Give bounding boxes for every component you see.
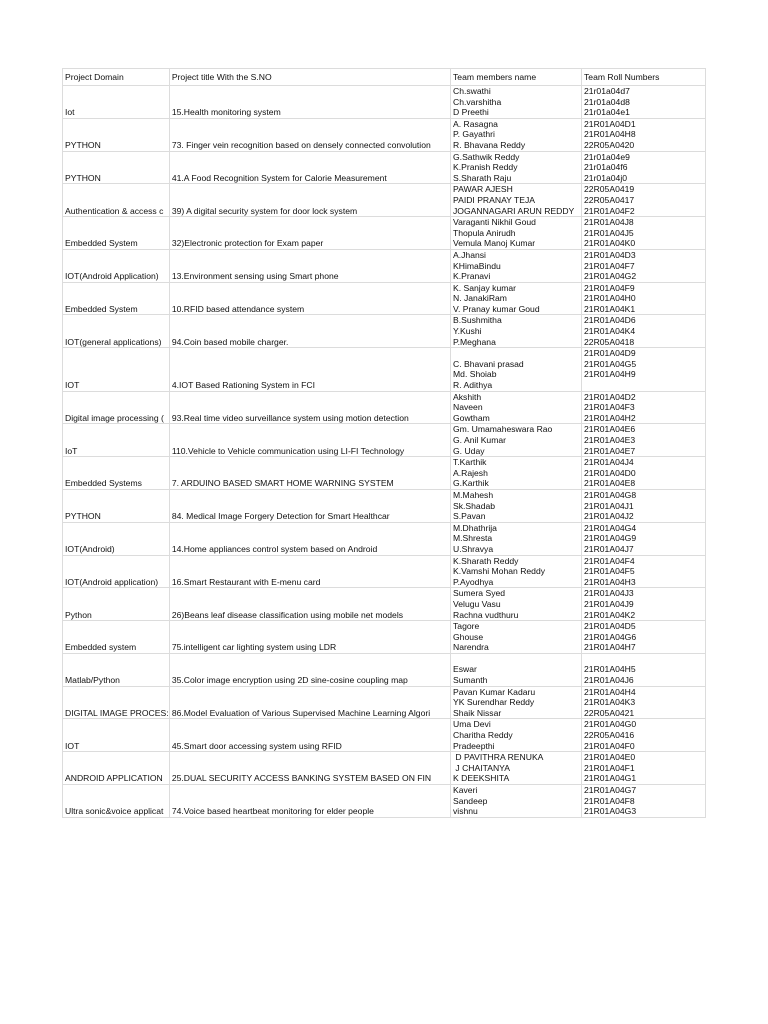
domain-cell[interactable]: IOT (63, 348, 170, 391)
rolls-line: 21R01A04D9 (584, 348, 636, 359)
members-line: P.Ayodhya (453, 576, 494, 587)
members-line: Pavan Kumar Kadaru (453, 686, 536, 697)
members-cell[interactable] (451, 555, 582, 588)
members-line: Thopula Anirudh (453, 227, 516, 238)
rolls-line: 21R01A04E8 (584, 478, 636, 489)
members-line: Velugu Vasu (453, 598, 501, 609)
table-row (63, 555, 706, 588)
members-line: A.Jhansi (453, 249, 486, 260)
domain-cell[interactable]: IoT (63, 424, 170, 457)
rolls-line: 21R01A04F4 (584, 555, 635, 566)
rolls-line: 21R01A04D2 (584, 391, 636, 402)
members-line: JOGANNAGARI ARUN REDDY (453, 205, 575, 216)
rolls-line: 21R01A04F2 (584, 205, 635, 216)
domain-cell[interactable]: DIGITAL IMAGE PROCES: (63, 686, 170, 719)
rolls-line: 21R01A04E3 (584, 435, 636, 445)
domain-cell[interactable]: IOT(Android) (63, 522, 170, 555)
members-line: Rachna vudthuru (453, 609, 519, 620)
rolls-line: 21R01A04F7 (584, 260, 635, 271)
rolls-cell[interactable] (582, 588, 706, 621)
rolls-line: 21R01A04K4 (584, 326, 636, 337)
members-line: A.Rajesh (453, 467, 488, 478)
rolls-line: 21R01A04K1 (584, 303, 636, 314)
rolls-cell[interactable] (582, 621, 706, 654)
members-line (453, 348, 579, 359)
rolls-line: 21R01A04H9 (584, 369, 636, 380)
rolls-cell[interactable] (582, 217, 706, 250)
rolls-line: 21R01A04F0 (584, 740, 635, 751)
domain-cell[interactable]: Embedded system (63, 621, 170, 654)
members-line: Sk.Shadab (453, 500, 496, 511)
members-line: Varaganti Nikhil Goud (453, 217, 536, 228)
domain-cell[interactable]: PYTHON (63, 151, 170, 184)
table-row (63, 752, 706, 785)
members-line: T.Karthik (453, 457, 487, 468)
domain-cell[interactable]: IOT(Android application) (63, 555, 170, 588)
members-line: K.Vamshi Mohan Reddy (453, 566, 546, 577)
members-line: G. Anil Kumar (453, 435, 507, 445)
rolls-line: 21r01a04d7 (584, 86, 630, 96)
members-line: P. Gayathri (453, 129, 495, 140)
title-cell[interactable]: 73. Finger vein recognition based on densely connected convolution (169, 118, 450, 151)
members-line: M.Shresta (453, 533, 493, 544)
rolls-line: 21r01a04e1 (584, 107, 630, 118)
rolls-cell[interactable] (582, 686, 706, 719)
title-cell[interactable]: 94.Coin based mobile charger. (169, 315, 450, 348)
table-row (63, 653, 706, 686)
rolls-line: 21R01A04H8 (584, 129, 636, 140)
members-line: Gowtham (453, 412, 490, 423)
members-line: Narendra (453, 642, 489, 653)
members-cell[interactable] (451, 424, 582, 457)
rolls-line: 21R01A04G5 (584, 358, 637, 369)
title-cell[interactable]: 7. ARDUINO BASED SMART HOME WARNING SYSTEM (169, 457, 450, 490)
members-line: R. Bhavana Reddy (453, 139, 526, 150)
members-cell[interactable] (451, 217, 582, 250)
rolls-cell[interactable] (582, 282, 706, 315)
members-cell[interactable] (451, 653, 582, 686)
table-body (63, 69, 706, 818)
members-cell[interactable] (451, 489, 582, 522)
title-cell[interactable]: 110.Vehicle to Vehicle communication using LI-FI Technology (169, 424, 450, 457)
rolls-cell[interactable] (582, 555, 706, 588)
members-line: Shaik Nissar (453, 707, 502, 718)
members-line: N. JanakiRam (453, 293, 507, 304)
rolls-line: 21R01A04F3 (584, 402, 635, 413)
rolls-cell[interactable] (582, 785, 706, 818)
rolls-line: 21r01a04d8 (584, 96, 630, 107)
project-table (62, 68, 706, 818)
rolls-line: 21R01A04E6 (584, 424, 636, 435)
rolls-line: 22R05A0420 (584, 139, 635, 150)
members-cell[interactable] (451, 785, 582, 818)
domain-cell[interactable]: IOT(Android Application) (63, 249, 170, 282)
title-cell[interactable]: 4.IOT Based Rationing System in FCI (169, 348, 450, 391)
members-line: Sumera Syed (453, 588, 506, 599)
members-cell[interactable] (451, 86, 582, 119)
members-line: G.Sathwik Reddy (453, 151, 520, 162)
members-line: K.Pranavi (453, 271, 491, 282)
table-row (63, 522, 706, 555)
table-row (63, 621, 706, 654)
title-cell[interactable]: 26)Beans leaf disease classification using mobile net models (169, 588, 450, 621)
domain-cell[interactable]: Matlab/Python (63, 653, 170, 686)
members-cell[interactable] (451, 391, 582, 424)
rolls-line: 21r01a04j0 (584, 172, 628, 183)
members-line: Eswar (453, 664, 477, 675)
domain-cell[interactable]: Embedded Systems (63, 457, 170, 490)
table-row (63, 785, 706, 818)
header-row (63, 69, 706, 86)
title-cell[interactable]: 32)Electronic protection for Exam paper (169, 217, 450, 250)
members-line: Charitha Reddy (453, 730, 513, 741)
members-line: M.Mahesh (453, 489, 494, 500)
title-cell[interactable]: 16.Smart Restaurant with E-menu card (169, 555, 450, 588)
rolls-line: 21R01A04K0 (584, 238, 636, 249)
rolls-cell[interactable] (582, 457, 706, 490)
rolls-line: 21R01A04H3 (584, 576, 636, 587)
members-line: PAWAR AJESH (453, 184, 513, 195)
members-line: K.Pranish Reddy (453, 162, 518, 173)
members-line: Pradeepthi (453, 740, 495, 751)
rolls-line: 21R01A04D1 (584, 118, 636, 129)
title-cell[interactable]: 75.intelligent car lighting system using LDR (169, 621, 450, 654)
members-cell[interactable] (451, 588, 582, 621)
rolls-cell[interactable] (582, 489, 706, 522)
members-line: G. Uday (453, 445, 485, 456)
members-line: Sumanth (453, 675, 488, 686)
rolls-line: 22R05A0419 (584, 184, 635, 195)
domain-cell[interactable]: ANDROID APPLICATION (63, 752, 170, 785)
rolls-line: 21R01A04D0 (584, 467, 636, 478)
members-line: Sandeep (453, 795, 488, 806)
members-cell[interactable] (451, 282, 582, 315)
members-line: vishnu (453, 806, 478, 817)
table-row (63, 424, 706, 457)
members-line: U.Shravya (453, 543, 494, 554)
members-cell[interactable] (451, 151, 582, 184)
domain-cell[interactable]: Embedded System (63, 282, 170, 315)
rolls-cell[interactable] (582, 151, 706, 184)
rolls-line: 21R01A04D5 (584, 621, 636, 632)
table-row (63, 151, 706, 184)
rolls-line: 21R01A04J6 (584, 675, 634, 686)
members-line: V. Pranay kumar Goud (453, 303, 540, 314)
rolls-line: 21R01A04F5 (584, 566, 635, 577)
rolls-line: 21R01A04H4 (584, 686, 636, 697)
rolls-line: 21R01A04G9 (584, 533, 637, 544)
members-line: J CHAITANYA (453, 762, 510, 773)
rolls-line: 21R01A04D3 (584, 249, 636, 260)
table-row (63, 249, 706, 282)
members-cell[interactable] (451, 686, 582, 719)
members-line: Kaveri (453, 785, 478, 795)
members-line: M.Dhathrija (453, 522, 497, 533)
domain-cell[interactable]: Embedded System (63, 217, 170, 250)
rolls-line (584, 380, 703, 391)
table-row (63, 348, 706, 391)
rolls-line: 21r01a04f6 (584, 162, 628, 173)
members-line: B.Sushmitha (453, 315, 502, 326)
members-cell[interactable] (451, 719, 582, 752)
members-line: D PAVITHRA RENUKA (453, 752, 544, 763)
rolls-line: 21R01A04J3 (584, 588, 634, 599)
rolls-line: 21R01A04J8 (584, 217, 634, 228)
rolls-line: 21r01a04e9 (584, 151, 630, 162)
domain-cell[interactable]: PYTHON (63, 489, 170, 522)
rolls-cell[interactable] (582, 719, 706, 752)
members-line: D Preethi (453, 107, 489, 118)
members-line: Md. Shoiab (453, 369, 497, 380)
title-cell[interactable]: 25.DUAL SECURITY ACCESS BANKING SYSTEM BASED ON FIN (169, 752, 450, 785)
members-line: K DEEKSHITA (453, 773, 510, 784)
title-cell[interactable]: 15.Health monitoring system (169, 86, 450, 119)
members-line: A. Rasagna (453, 118, 498, 129)
members-line: Ghouse (453, 631, 484, 642)
domain-cell[interactable]: IOT(general applications) (63, 315, 170, 348)
members-line: P.Meghana (453, 336, 496, 347)
members-line: Naveen (453, 402, 483, 413)
domain-cell[interactable]: Authentication & access c (63, 184, 170, 217)
rolls-line: 21R01A04H0 (584, 293, 636, 304)
members-line: YK Surendhar Reddy (453, 697, 535, 708)
members-line: S.Pavan (453, 511, 486, 522)
table-row (63, 489, 706, 522)
rolls-cell[interactable] (582, 424, 706, 457)
rolls-line: 21R01A04K2 (584, 609, 636, 620)
table-row (63, 315, 706, 348)
header-team-members[interactable]: Team members name (451, 69, 582, 86)
rolls-line: 21R01A04H7 (584, 642, 636, 653)
rolls-line: 21R01A04G6 (584, 631, 637, 642)
members-cell[interactable] (451, 752, 582, 785)
title-cell[interactable]: 41.A Food Recognition System for Calorie Measurement (169, 151, 450, 184)
members-line: Y.Kushi (453, 326, 482, 337)
header-project-domain[interactable]: Project Domain (63, 69, 170, 86)
rolls-line: 21R01A04H5 (584, 664, 636, 675)
title-cell[interactable]: 10.RFID based attendance system (169, 282, 450, 315)
title-cell[interactable]: 93.Real time video surveillance system using motion detection (169, 391, 450, 424)
members-cell[interactable] (451, 621, 582, 654)
members-line: R. Adithya (453, 380, 493, 391)
header-roll-numbers[interactable]: Team Roll Numbers (582, 69, 706, 86)
rolls-line: 21R01A04K3 (584, 697, 636, 708)
rolls-line: 21R01A04G3 (584, 806, 637, 817)
members-line: S.Sharath Raju (453, 172, 512, 183)
rolls-line: 21R01A04G4 (584, 522, 637, 533)
members-line: Vemula Manoj Kumar (453, 238, 536, 249)
members-line: Gm. Umamaheswara Rao (453, 424, 553, 435)
members-cell[interactable] (451, 184, 582, 217)
rolls-line: 21R01A04J7 (584, 543, 634, 554)
table-row (63, 217, 706, 250)
table-row (63, 282, 706, 315)
members-line (453, 654, 579, 665)
members-line: G.Karthik (453, 478, 489, 489)
rolls-line: 21R01A04G7 (584, 785, 637, 795)
table-row (63, 184, 706, 217)
table-row (63, 457, 706, 490)
rolls-cell[interactable] (582, 752, 706, 785)
title-cell[interactable]: 84. Medical Image Forgery Detection for Smart Healthcar (169, 489, 450, 522)
header-project-title[interactable]: Project title With the S.NO (169, 69, 450, 86)
table-row (63, 719, 706, 752)
title-cell[interactable]: 45.Smart door accessing system using RFID (169, 719, 450, 752)
domain-cell[interactable]: IOT (63, 719, 170, 752)
rolls-cell[interactable] (582, 391, 706, 424)
rolls-cell[interactable] (582, 522, 706, 555)
members-cell[interactable] (451, 315, 582, 348)
table-row (63, 686, 706, 719)
title-cell[interactable]: 86.Model Evaluation of Various Supervised Machine Learning Algori (169, 686, 450, 719)
rolls-line: 22R05A0417 (584, 194, 635, 205)
members-cell[interactable] (451, 457, 582, 490)
rolls-cell[interactable] (582, 348, 706, 391)
rolls-cell[interactable] (582, 315, 706, 348)
members-line: Ch.varshitha (453, 96, 502, 107)
members-line: K.Sharath Reddy (453, 555, 519, 566)
rolls-cell[interactable] (582, 653, 706, 686)
members-line: Akshith (453, 391, 482, 402)
table-row (63, 86, 706, 119)
members-line: K. Sanjay kumar (453, 282, 517, 293)
domain-cell[interactable]: PYTHON (63, 118, 170, 151)
rolls-line: 21R01A04H2 (584, 412, 636, 423)
members-line: KHimaBindu (453, 260, 501, 271)
rolls-line: 21R01A04J4 (584, 457, 634, 468)
members-cell[interactable] (451, 348, 582, 391)
rolls-line: 21R01A04J2 (584, 511, 634, 522)
rolls-cell[interactable] (582, 249, 706, 282)
domain-cell[interactable]: Ultra sonic&voice applicat (63, 785, 170, 818)
rolls-line: 21R01A04D6 (584, 315, 636, 326)
rolls-line: 21R01A04E0 (584, 752, 636, 763)
rolls-line: 21R01A04G2 (584, 271, 637, 282)
rolls-line: 22R05A0421 (584, 707, 635, 718)
rolls-line: 21R01A04G0 (584, 719, 637, 730)
rolls-line: 21R01A04J1 (584, 500, 634, 511)
rolls-line: 21R01A04G8 (584, 489, 637, 500)
members-line: Tagore (453, 621, 480, 632)
rolls-line: 21R01A04J9 (584, 598, 634, 609)
rolls-line: 21R01A04F1 (584, 762, 635, 773)
rolls-line: 21R01A04F9 (584, 282, 635, 293)
table-row (63, 588, 706, 621)
title-cell[interactable]: 39) A digital security system for door lock system (169, 184, 450, 217)
members-cell[interactable] (451, 522, 582, 555)
rolls-cell[interactable] (582, 184, 706, 217)
members-line: Ch.swathi (453, 86, 491, 96)
table-row (63, 118, 706, 151)
title-cell[interactable]: 35.Color image encryption using 2D sine-cosine coupling map (169, 653, 450, 686)
rolls-line: 22R05A0416 (584, 730, 635, 741)
title-cell[interactable]: 74.Voice based heartbeat monitoring for elder people (169, 785, 450, 818)
title-cell[interactable]: 13.Environment sensing using Smart phone (169, 249, 450, 282)
rolls-cell[interactable] (582, 118, 706, 151)
rolls-line (584, 654, 703, 665)
domain-cell[interactable]: Digital image processing ( (63, 391, 170, 424)
title-cell[interactable]: 14.Home appliances control system based on Android (169, 522, 450, 555)
rolls-line: 21R01A04E7 (584, 445, 636, 456)
rolls-line: 21R01A04J5 (584, 227, 634, 238)
members-cell[interactable] (451, 249, 582, 282)
members-line: PAIDI PRANAY TEJA (453, 194, 535, 205)
domain-cell[interactable]: Iot (63, 86, 170, 119)
members-line: Uma Devi (453, 719, 491, 730)
rolls-line: 21R01A04F8 (584, 795, 635, 806)
table-row (63, 391, 706, 424)
rolls-cell[interactable] (582, 86, 706, 119)
members-cell[interactable] (451, 118, 582, 151)
domain-cell[interactable]: Python (63, 588, 170, 621)
rolls-line: 21R01A04G1 (584, 773, 637, 784)
rolls-line: 22R05A0418 (584, 336, 635, 347)
members-line: C. Bhavani prasad (453, 358, 524, 369)
